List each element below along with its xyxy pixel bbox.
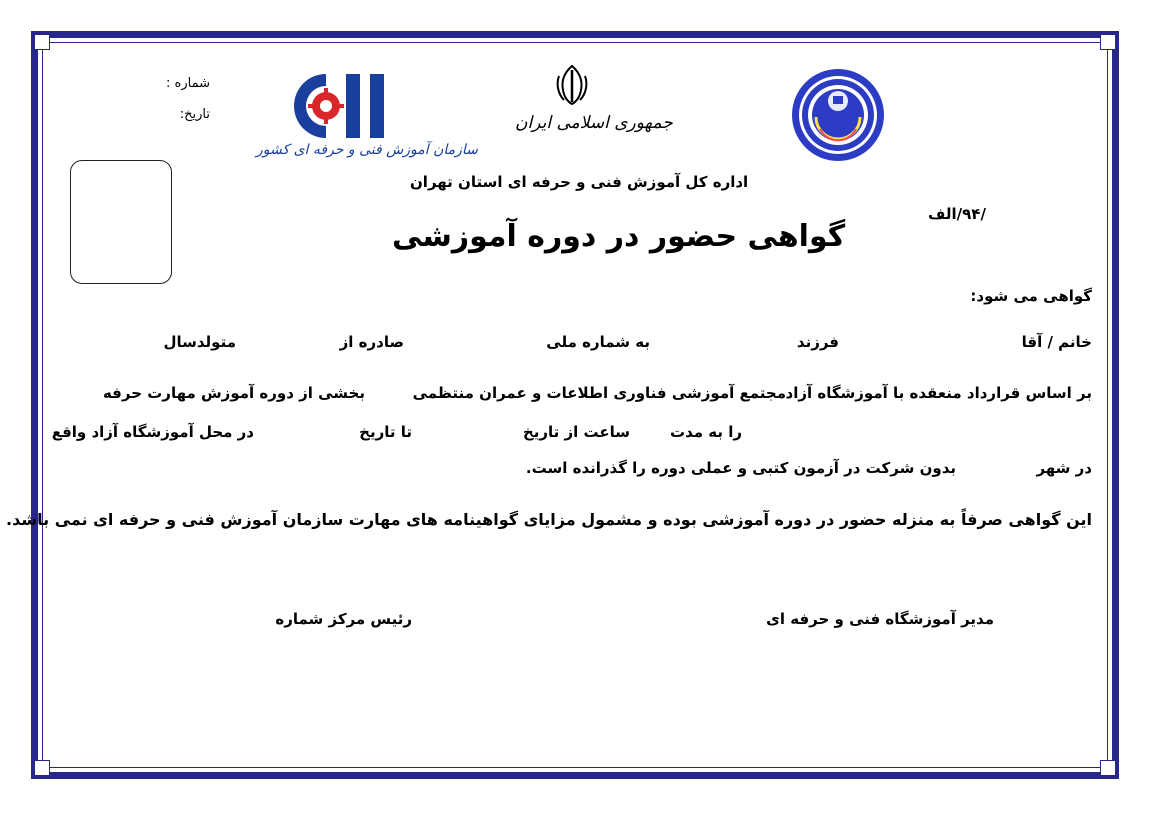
center-head-signature-label: رئیس مرکز شماره (275, 610, 412, 628)
reference-number: /۹۴/الف (928, 205, 986, 223)
issued-from-label: صادره از (339, 333, 404, 351)
location-label: در محل آموزشگاه آزاد واقع (51, 423, 254, 441)
hours-from-date-label: ساعت از تاریخ (522, 423, 630, 441)
part-of-course-text: بخشی از دوره آموزش مهارت حرفه (102, 384, 365, 402)
born-year-label: متولدسال (163, 333, 236, 351)
iran-emblem-icon (555, 64, 589, 106)
national-id-label: به شماره ملی (546, 333, 650, 351)
tvto-logo (290, 68, 400, 146)
date-label: تاریخ: (179, 107, 210, 122)
duration-label: را به مدت (670, 423, 742, 441)
gender-label: خانم / آقا (1021, 333, 1092, 351)
tvto-logo-caption: سازمان آموزش فنی و حرفه ای کشور (256, 142, 478, 158)
certificate-inner-frame (42, 42, 1108, 768)
frame-corner-top-left (34, 34, 50, 50)
institute-seal-logo (790, 67, 886, 163)
frame-corner-top-right (1100, 34, 1116, 50)
contract-text: بر اساس قرارداد منعقده با آموزشگاه آزاد (785, 384, 1092, 402)
iran-emblem-caption: جمهوری اسلامی ایران (515, 113, 673, 133)
institute-name: مجتمع آموزشی فناوری اطلاعات و عمران منتظمی (412, 384, 786, 402)
child-of-label: فرزند (796, 333, 839, 351)
department-name: اداره کل آموزش فنی و حرفه ای استان تهران (410, 173, 749, 191)
without-exam-text: بدون شرکت در آزمون کتبی و عملی دوره را گذرانده است. (525, 459, 956, 477)
photo-placeholder (70, 160, 172, 284)
certificate-title: گواهی حضور در دوره آموزشی (392, 219, 846, 254)
intro-text: گواهی می شود: (970, 287, 1092, 305)
frame-corner-bottom-left (34, 760, 50, 776)
manager-signature-label: مدیر آموزشگاه فنی و حرفه ای (766, 610, 994, 628)
until-date-label: تا تاریخ (359, 423, 412, 441)
number-label: شماره : (166, 76, 210, 91)
disclaimer-text: این گواهی صرفاً به منزله حضور در دوره آموزشی بوده و مشمول مزایای گواهینامه های مهارت سازمان آموزش فنی و حرفه ای نمی باشد. (6, 510, 1092, 529)
frame-corner-bottom-right (1100, 760, 1116, 776)
city-label: در شهر (1036, 459, 1092, 477)
